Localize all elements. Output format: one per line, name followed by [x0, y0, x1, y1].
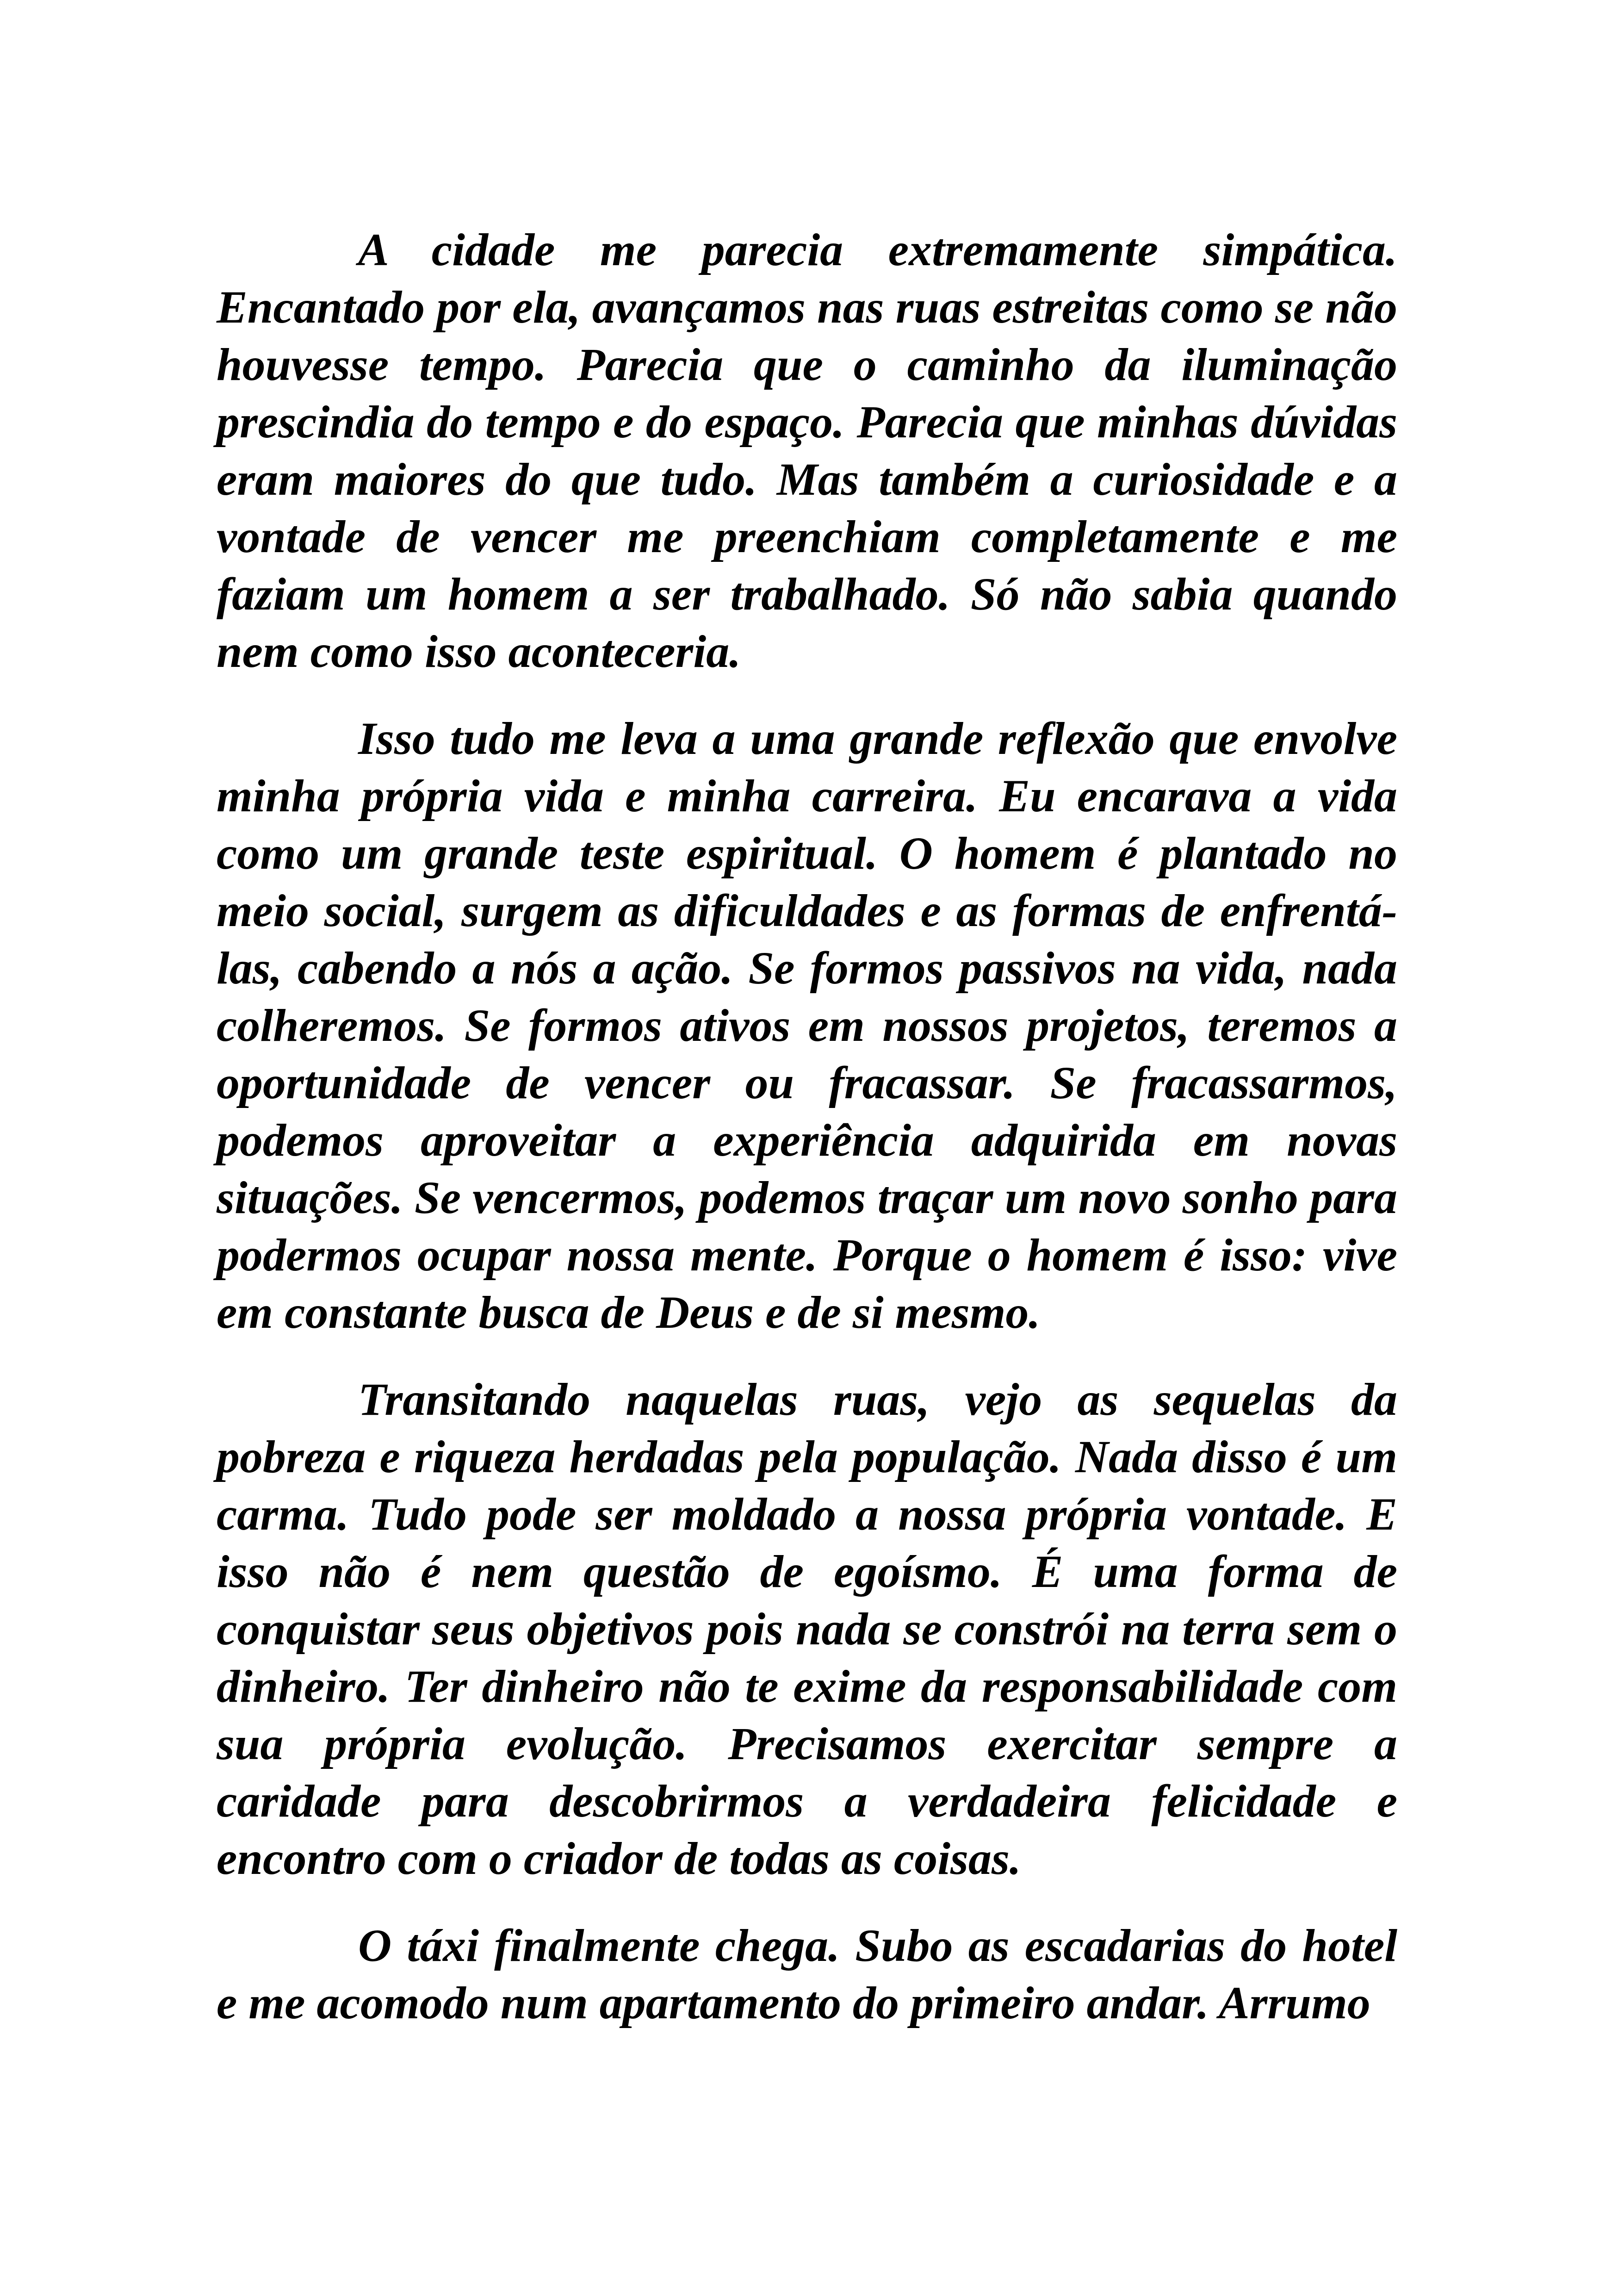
paragraph-1: A cidade me parecia extremamente simpática. Encantado por ela, avançamos nas ruas estreitas como se não houvesse tempo. Parecia que o caminho da iluminação prescindia do tempo e do espaço. Parecia que minhas dúvidas eram maiores do que tudo. Mas também a curiosidade e a vontade de vencer me preenchiam completamente e me faziam um homem a ser trabalhado. Só não sabia quando nem como isso aconteceria. [217, 224, 1397, 677]
paragraph-4: O táxi finalmente chega. Subo as escadarias do hotel e me acomodo num apartamento do primeiro andar. Arrumo [217, 1920, 1397, 2028]
paragraph-3: Transitando naquelas ruas, vejo as sequelas da pobreza e riqueza herdadas pela população. Nada disso é um carma. Tudo pode ser moldado a nossa própria vontade. E isso não é nem questão de egoísmo. É uma forma de conquistar seus objetivos pois nada se constrói na terra sem o dinheiro. Ter dinheiro não te exime da responsabilidade com sua própria evolução. Precisamos exercitar sempre a caridade para descobrirmos a verdadeira felicidade e encontro com o criador de todas as coisas. [217, 1374, 1397, 1884]
paragraph-2: Isso tudo me leva a uma grande reflexão que envolve minha própria vida e minha carreira. Eu encarava a vida como um grande teste espiritual. O homem é plantado no meio social, surgem as dificuldades e as formas de enfrentá-las, cabendo a nós a ação. Se formos passivos na vida, nada colheremos. Se formos ativos em nossos projetos, teremos a oportunidade de vencer ou fracassar. Se fracassarmos, podemos aproveitar a experiência adquirida em novas situações. Se vencermos, podemos traçar um novo sonho para podermos ocupar nossa mente. Porque o homem é isso: vive em constante busca de Deus e de si mesmo. [217, 713, 1397, 1338]
body-text [217, 221, 1397, 2032]
